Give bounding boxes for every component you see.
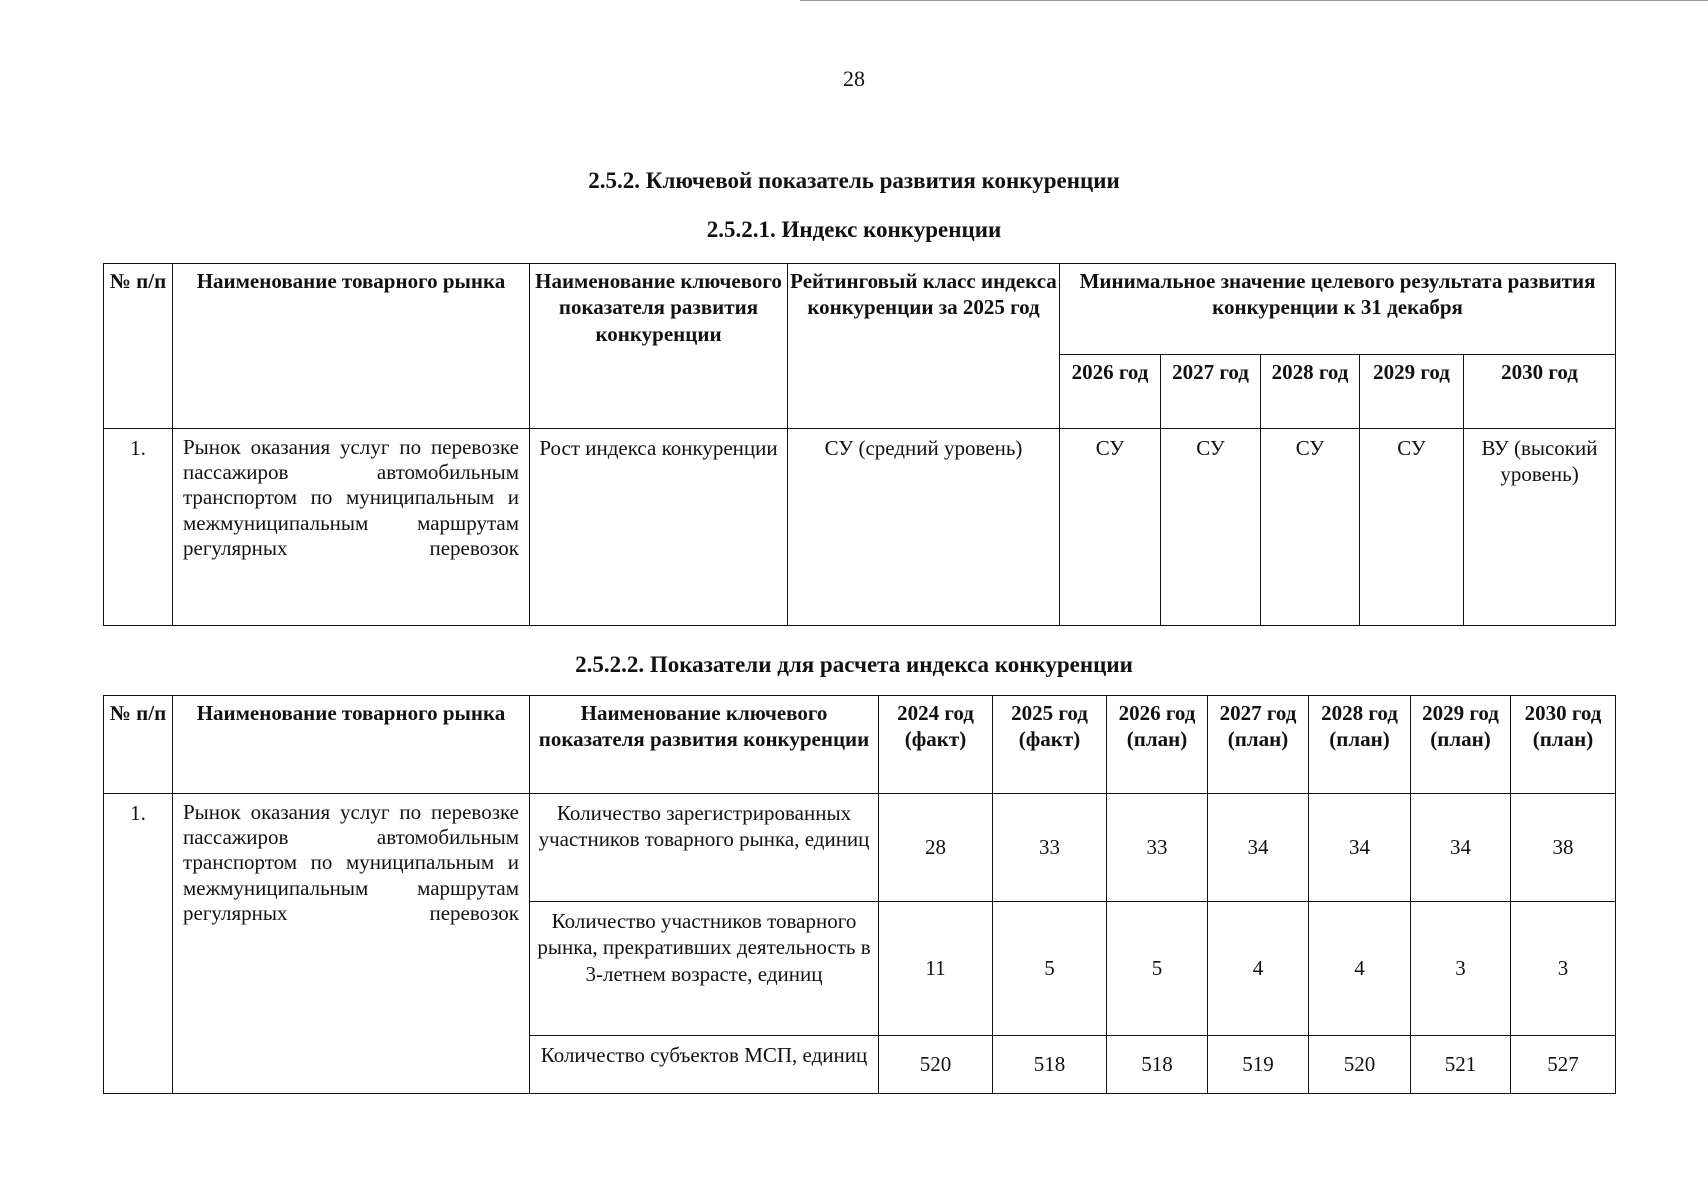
page-number: 28 — [843, 66, 865, 91]
header-year: 2030 год — [1464, 355, 1616, 429]
header-year: 2024 год (факт) — [879, 696, 993, 794]
target-value: СУ — [1360, 429, 1464, 626]
header-year: 2026 год — [1060, 355, 1161, 429]
header-indicator: Наименование ключевого показателя развития конкуренции — [530, 696, 879, 794]
header-year: 2027 год (план) — [1208, 696, 1309, 794]
value-cell: 5 — [993, 902, 1107, 1036]
value-cell: 4 — [1208, 902, 1309, 1036]
indicator-name: Количество зарегистрированных участников товарного рынка, единиц — [530, 794, 879, 902]
header-year: 2027 год — [1161, 355, 1261, 429]
value-cell: 520 — [879, 1036, 993, 1094]
value-cell: 527 — [1511, 1036, 1616, 1094]
value-cell: 28 — [879, 794, 993, 902]
subsection-title-indicators: 2.5.2.2. Показатели для расчета индекса конкуренции — [575, 652, 1133, 677]
value-cell: 518 — [1107, 1036, 1208, 1094]
subsection-title-index: 2.5.2.1. Индекс конкуренции — [706, 217, 1002, 242]
indicator-name: Рост индекса конкуренции — [530, 429, 788, 626]
value-cell: 3 — [1411, 902, 1511, 1036]
header-indicator: Наименование ключевого показателя развития конкуренции — [530, 264, 788, 429]
header-market: Наименование товарного рынка — [173, 696, 530, 794]
section-title: 2.5.2. Ключевой показатель развития конкуренции — [588, 168, 1120, 193]
value-cell: 4 — [1309, 902, 1411, 1036]
value-cell: 34 — [1309, 794, 1411, 902]
header-year: 2030 год (план) — [1511, 696, 1616, 794]
header-year: 2028 год (план) — [1309, 696, 1411, 794]
value-cell: 519 — [1208, 1036, 1309, 1094]
row-num: 1. — [104, 794, 173, 1094]
header-year: 2025 год (факт) — [993, 696, 1107, 794]
value-cell: 33 — [993, 794, 1107, 902]
top-rule — [800, 0, 1708, 1]
header-rating: Рейтинговый класс индекса конкуренции за 2025 год — [788, 264, 1060, 429]
value-cell: 33 — [1107, 794, 1208, 902]
target-value: СУ — [1261, 429, 1360, 626]
header-year: 2029 год — [1360, 355, 1464, 429]
header-year: 2029 год (план) — [1411, 696, 1511, 794]
market-name: Рынок оказания услуг по перевозке пассажиров автомобильным транспортом по муниципальным и межмуниципальным маршрутам регулярных перевозок — [173, 429, 530, 626]
target-value: СУ — [1060, 429, 1161, 626]
header-year: 2028 год — [1261, 355, 1360, 429]
header-year: 2026 год (план) — [1107, 696, 1208, 794]
indicator-name: Количество участников товарного рынка, прекративших деятельность в 3-летнем возрасте, единиц — [530, 902, 879, 1036]
header-market: Наименование товарного рынка — [173, 264, 530, 429]
value-cell: 34 — [1411, 794, 1511, 902]
target-value: ВУ (высокий уровень) — [1464, 429, 1616, 626]
value-cell: 38 — [1511, 794, 1616, 902]
header-min-value: Минимальное значение целевого результата развития конкуренции к 31 декабря — [1060, 264, 1616, 355]
value-cell: 520 — [1309, 1036, 1411, 1094]
header-num: № п/п — [104, 264, 173, 429]
target-value: СУ — [1161, 429, 1261, 626]
header-num: № п/п — [104, 696, 173, 794]
market-name: Рынок оказания услуг по перевозке пассажиров автомобильным транспортом по муниципальным и межмуниципальным маршрутам регулярных перевозок — [173, 794, 530, 1094]
value-cell: 11 — [879, 902, 993, 1036]
value-cell: 3 — [1511, 902, 1616, 1036]
value-cell: 521 — [1411, 1036, 1511, 1094]
value-cell: 34 — [1208, 794, 1309, 902]
rating-class: СУ (средний уровень) — [788, 429, 1060, 626]
competition-index-table — [103, 263, 1616, 626]
competition-indicators-table — [103, 695, 1616, 1094]
indicator-name: Количество субъектов МСП, единиц — [530, 1036, 879, 1094]
row-num: 1. — [104, 429, 173, 626]
value-cell: 518 — [993, 1036, 1107, 1094]
value-cell: 5 — [1107, 902, 1208, 1036]
